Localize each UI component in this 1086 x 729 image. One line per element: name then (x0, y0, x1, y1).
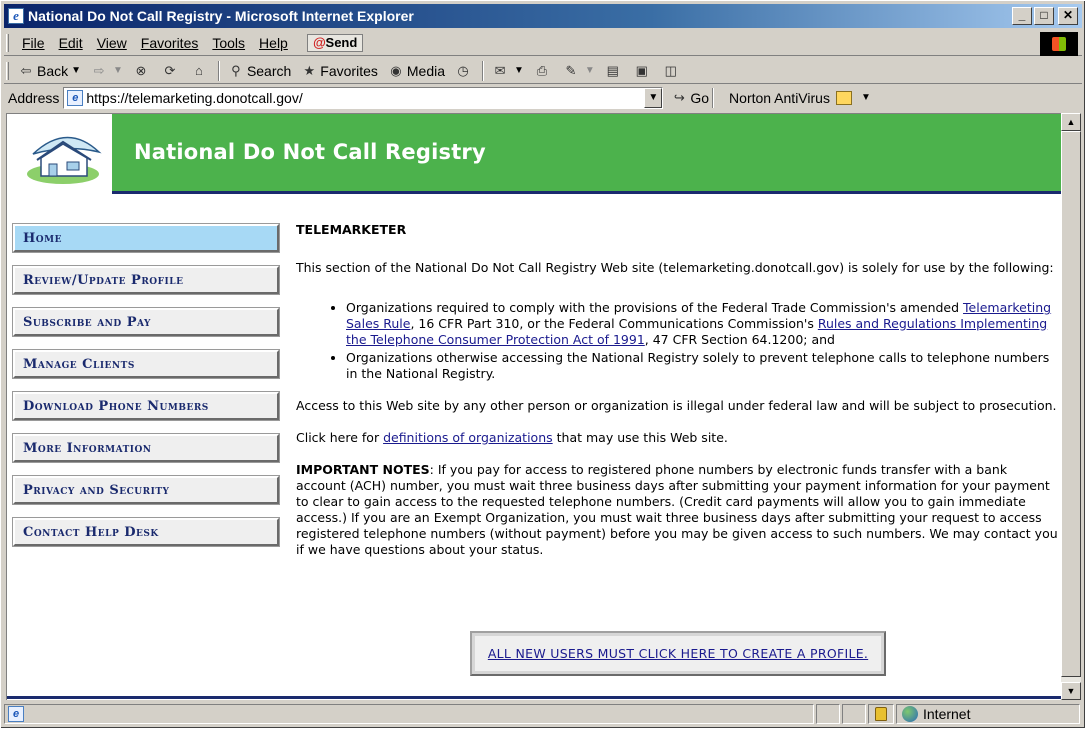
fcc-rules-link[interactable]: Rules and Regulations Implementing the Telephone Consumer Protection Act of 1991 (346, 316, 1048, 347)
page-content (6, 113, 1061, 700)
norton-antivirus-button[interactable] (729, 90, 871, 106)
forward-button[interactable] (86, 60, 128, 82)
status-bar (4, 703, 1082, 725)
standard-toolbar (4, 58, 1082, 84)
status-text-cell (4, 704, 814, 724)
research-icon: ◫ (664, 62, 677, 78)
search-icon: ⚲ (231, 62, 241, 78)
favorites-button[interactable] (296, 60, 383, 82)
definitions-text-post: that may use this Web site. (552, 430, 728, 445)
address-dropdown-icon[interactable]: ▼ (644, 88, 662, 108)
create-profile-link[interactable]: ALL NEW USERS MUST CLICK HERE TO CREATE A PROFILE. (487, 646, 869, 661)
messenger-icon: ▣ (635, 62, 648, 78)
media-label: Media (406, 62, 446, 79)
print-button[interactable] (529, 60, 558, 82)
menu-favorites[interactable] (134, 35, 206, 51)
nav-manage-clients[interactable]: Manage Clients (13, 350, 279, 378)
mail-dropdown-icon[interactable]: ▼ (514, 65, 524, 76)
go-arrow-icon: ↪ (673, 89, 685, 105)
status-cell (816, 704, 840, 724)
menu-bar (4, 31, 1082, 56)
bullet1-text-post: , 47 CFR Section 64.1200; and (644, 332, 835, 347)
page-icon: e (67, 90, 83, 106)
address-url[interactable]: https://telemarketing.donotcall.gov/ (86, 89, 303, 106)
back-dropdown-icon[interactable]: ▼ (71, 65, 82, 76)
definitions-paragraph (296, 430, 1058, 446)
window-title: National Do Not Call Registry - Microsoft Internet Explorer (28, 8, 414, 24)
send-button[interactable] (307, 34, 363, 52)
nav-privacy-and-security[interactable]: Privacy and Security (13, 476, 279, 504)
nav-contact-help-desk[interactable]: Contact Help Desk (13, 518, 279, 546)
important-notes-label: IMPORTANT NOTES (296, 462, 430, 477)
favorites-label: Favorites (320, 62, 378, 79)
create-profile-box (470, 631, 886, 676)
edit-dropdown-icon[interactable]: ▼ (584, 65, 595, 76)
scroll-down-icon[interactable]: ▼ (1061, 682, 1081, 700)
messenger-button[interactable] (629, 60, 658, 82)
research-button[interactable] (658, 60, 687, 82)
telemarketing-sales-rule-link[interactable]: Telemarketing Sales Rule (346, 300, 1052, 331)
go-button[interactable] (671, 90, 709, 106)
list-item (346, 300, 1058, 348)
internet-globe-icon (902, 706, 918, 722)
house-phone-logo-icon (7, 114, 112, 194)
toolbar-grip[interactable] (6, 62, 9, 80)
address-bar (4, 85, 1082, 110)
menu-tools[interactable] (205, 35, 252, 51)
norton-label: Norton AntiVirus (729, 89, 830, 106)
history-icon: ◷ (457, 62, 469, 78)
maximize-button[interactable]: □ (1034, 7, 1054, 25)
edit-icon: ✎ (565, 62, 577, 78)
nav-home[interactable]: Home (13, 224, 279, 252)
ie-icon: e (8, 8, 24, 24)
search-button[interactable] (223, 60, 296, 82)
back-arrow-icon: ⇦ (20, 62, 32, 78)
norton-dropdown-icon[interactable]: ▼ (860, 92, 871, 103)
stop-button[interactable] (128, 60, 157, 82)
bullet1-text-pre: Organizations required to comply with the provisions of the Federal Trade Commission's amended (346, 300, 964, 315)
history-button[interactable] (450, 60, 479, 82)
address-input[interactable] (63, 87, 663, 109)
refresh-icon: ⟳ (164, 62, 176, 78)
scroll-up-icon[interactable]: ▲ (1061, 113, 1081, 131)
print-icon: ⎙ (536, 62, 548, 78)
home-icon: ⌂ (195, 62, 203, 78)
menu-help[interactable] (252, 35, 295, 51)
stop-icon: ⊗ (135, 62, 147, 78)
menu-view[interactable] (90, 35, 134, 51)
create-profile-inner (475, 636, 881, 671)
mail-icon: ✉ (494, 62, 506, 78)
menu-edit[interactable] (52, 35, 90, 51)
discuss-icon: ▤ (606, 62, 619, 78)
forward-arrow-icon: ⇨ (93, 62, 105, 78)
important-notes-paragraph (296, 462, 1058, 558)
page-status-icon: e (8, 706, 24, 722)
menu-edit-label: Edit (58, 35, 83, 51)
mail-button[interactable] (487, 60, 529, 82)
minimize-button[interactable]: _ (1012, 7, 1032, 25)
scroll-thumb[interactable] (1061, 131, 1081, 677)
menu-favorites-label: Favorites (140, 35, 199, 51)
important-notes-text: : If you pay for access to registered phone numbers by electronic funds transfer with a bank account (ACH) number, you must wait three business days after submitting your payment information for your payment to clear to gain access to the requested telephone numbers. (Credit card payments will allow you to gain immediate access.) If you are an Exempt Organization, you must wait three business days after submitting your request to access registered telephone numbers (without payment) before you may be given access to such numbers. We may contact you if we have questions about your status. (296, 462, 1058, 557)
discuss-button[interactable] (600, 60, 629, 82)
footer-rule (7, 696, 1061, 699)
menu-file[interactable] (15, 35, 52, 51)
intro-paragraph: This section of the National Do Not Call Registry Web site (telemarketing.donotcall.gov) is solely for use by the following: (296, 260, 1054, 275)
status-cell (842, 704, 866, 724)
nav-download-phone-numbers[interactable]: Download Phone Numbers (13, 392, 279, 420)
logo (7, 114, 112, 194)
security-zone[interactable] (896, 704, 1080, 724)
list-item: • Organizations otherwise accessing the National Registry solely to prevent telephone calls to telephone numbers in the National Registry. (346, 350, 1058, 382)
send-icon: @ (312, 35, 326, 50)
go-label: Go (690, 89, 710, 106)
security-cell (868, 704, 894, 724)
windows-logo-icon (1040, 32, 1078, 56)
forward-dropdown-icon[interactable]: ▼ (113, 65, 123, 76)
toolbar-separator (482, 61, 484, 81)
zone-label: Internet (923, 706, 971, 722)
section-heading: TELEMARKETER (296, 222, 407, 237)
site-banner (7, 114, 1061, 194)
media-button[interactable] (383, 60, 450, 82)
nav-subscribe-and-pay[interactable]: Subscribe and Pay (13, 308, 279, 336)
nav-review-update-profile[interactable]: Review/Update Profile (13, 266, 279, 294)
edit-button[interactable] (558, 60, 600, 82)
title-bar[interactable] (4, 4, 1082, 28)
menu-help-label: Help (259, 35, 288, 51)
site-title: National Do Not Call Registry (134, 140, 486, 164)
main-content (296, 222, 1058, 574)
menu-file-label: File (22, 35, 45, 51)
media-icon: ◉ (390, 62, 402, 78)
send-label: Send (325, 35, 358, 50)
lock-icon[interactable] (875, 707, 887, 721)
favorites-icon: ★ (303, 62, 316, 78)
vertical-scrollbar[interactable] (1061, 113, 1081, 700)
back-label: Back (37, 62, 69, 79)
nav-more-information[interactable]: More Information (13, 434, 279, 462)
left-nav (13, 224, 279, 560)
menu-view-label: View (96, 35, 127, 51)
close-button[interactable]: ✕ (1058, 7, 1078, 25)
back-button[interactable] (13, 60, 86, 82)
toolbar-grip[interactable] (6, 34, 9, 52)
eligibility-list (346, 292, 1058, 382)
toolbar-separator (712, 88, 714, 108)
search-label: Search (246, 62, 292, 79)
access-paragraph: Access to this Web site by any other person or organization is illegal under federal law and will be subject to prosecution. (296, 398, 1057, 413)
refresh-button[interactable] (157, 60, 186, 82)
toolbar-separator (218, 61, 220, 81)
address-label: Address (8, 89, 60, 106)
home-button[interactable] (186, 60, 215, 82)
bullet1-text-mid: , 16 CFR Part 310, or the Federal Communications Commission's (410, 316, 818, 331)
definitions-link[interactable]: definitions of organizations (383, 430, 553, 445)
menu-tools-label: Tools (212, 35, 246, 51)
definitions-text-pre: Click here for (296, 430, 384, 445)
norton-icon (836, 91, 852, 105)
